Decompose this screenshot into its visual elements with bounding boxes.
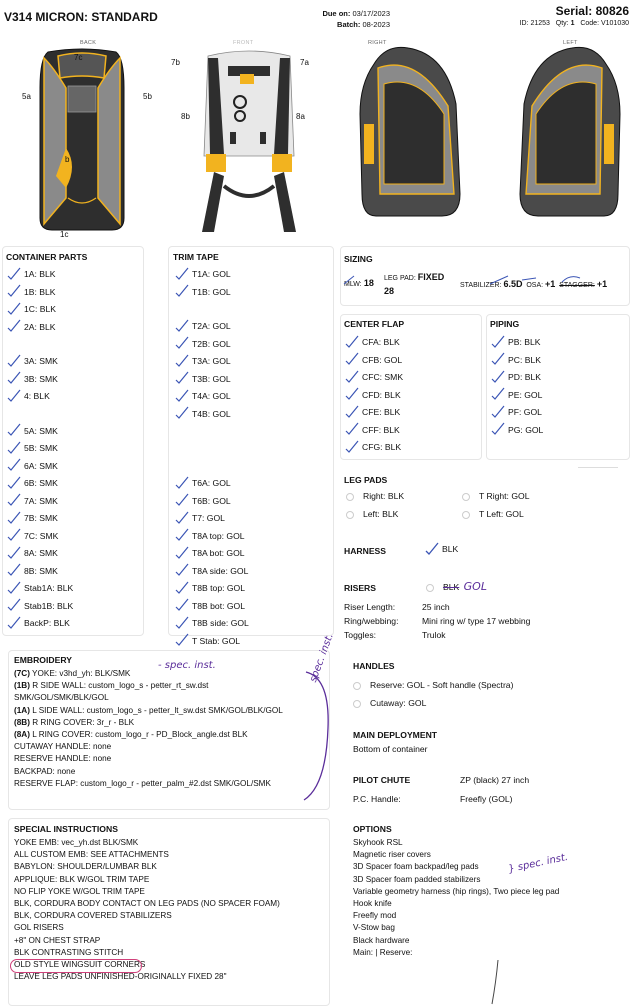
risers-details: Riser Length: 25 inch Ring/webbing: Mini ring w/ type 17 webbing Toggles: Trulok [344, 602, 531, 640]
special-instruction-line: GOL RISERS [14, 923, 64, 933]
checkmark-icon [346, 389, 358, 401]
harness-title: HARNESS [344, 546, 387, 556]
center-flap-item: CFC: SMK [346, 369, 476, 387]
product-title: V314 MICRON: STANDARD [4, 10, 158, 24]
trim-tape-item: T4B: GOL [176, 406, 326, 424]
checkmark-icon [8, 304, 20, 316]
trim-tape-item: T8B bot: GOL [176, 598, 326, 616]
center-flap-title: CENTER FLAP [344, 319, 405, 329]
trim-tape-item: T8A side: GOL [176, 563, 326, 581]
container-parts-title: CONTAINER PARTS [6, 252, 88, 262]
container-part-item: 1B: BLK [8, 284, 138, 302]
container-part-item: 7C: SMK [8, 528, 138, 546]
contrasting-stitch-highlight [10, 959, 142, 973]
sizing-stab-osa-stagger: STABILIZER: 6.5D OSA: +1 STAGGER: +1 [460, 279, 608, 289]
callout-b: b [65, 155, 70, 164]
option-line: Magnetic riser covers [353, 850, 431, 860]
checkmark-icon [346, 407, 358, 419]
checkmark-icon [176, 583, 188, 595]
container-back-view [38, 48, 126, 234]
checkmark-icon [8, 460, 20, 472]
checkmark-icon [8, 478, 20, 490]
sizing-ink-marks [340, 272, 630, 292]
trim-tape-item: T1A: GOL [176, 266, 326, 284]
trim-tape-title: TRIM TAPE [173, 252, 219, 262]
piping-item: PD: BLK [492, 369, 622, 387]
piping-list [492, 334, 622, 439]
checkmark-icon [176, 391, 188, 403]
due-batch: Due on: 03/17/2023 Batch: 08-2023 [322, 9, 390, 29]
checkmark-icon [176, 635, 188, 647]
callout-8b: 8b [181, 112, 190, 121]
checkmark-icon [176, 356, 188, 368]
embroidery-line: (1A) L SIDE WALL: custom_logo_s - petter_lt_sw.dst SMK/GOL/BLK/GOL [14, 705, 283, 715]
trim-tape-item: T8B top: GOL [176, 580, 326, 598]
container-part-item: 6A: SMK [8, 458, 138, 476]
trim-tape-item: T1B: GOL [176, 284, 326, 302]
callout-8a: 8a [296, 112, 305, 121]
special-instruction-line: APPLIQUE: BLK W/GOL TRIM TAPE [14, 874, 150, 884]
trim-tape-item: T3B: GOL [176, 371, 326, 389]
trim-tape-item: T7: GOL [176, 510, 326, 528]
trim-tape-item: T6B: GOL [176, 493, 326, 511]
embroidery-line: (8B) R RING COVER: 3r_r - BLK [14, 717, 135, 727]
handles-cutaway: Cutaway: GOL [353, 695, 426, 713]
checkmark-icon [8, 565, 20, 577]
pc-handle-value: Freefly (GOL) [460, 794, 513, 804]
due-date: 03/17/2023 [352, 9, 390, 18]
piping-item: PB: BLK [492, 334, 622, 352]
checkmark-icon [176, 373, 188, 385]
checkmark-icon [492, 389, 504, 401]
checkmark-icon [176, 408, 188, 420]
checkmark-icon [176, 565, 188, 577]
leg-pad-left: Left: BLK [346, 506, 398, 524]
trim-tape-item: T3A: GOL [176, 353, 326, 371]
piping-item: PF: GOL [492, 404, 622, 422]
handwritten-note-2: spec. inst. [308, 632, 336, 684]
trim-tape-item: T8A bot: GOL [176, 545, 326, 563]
pilot-chute-value: ZP (black) 27 inch [460, 775, 530, 785]
special-instruction-line: NO FLIP YOKE W/GOL TRIM TAPE [14, 886, 145, 896]
checkmark-icon [176, 338, 188, 350]
checkmark-icon [176, 269, 188, 281]
callout-5b: 5b [143, 92, 152, 101]
container-part-item: 7B: SMK [8, 510, 138, 528]
option-line: Black hardware [353, 935, 410, 945]
embroidery-line: RESERVE FLAP: custom_logo_r - petter_palm_#2.dst SMK/GOL/SMK [14, 778, 271, 788]
checkmark-icon [8, 583, 20, 595]
main-deployment-title: MAIN DEPLOYMENT [353, 730, 438, 740]
container-part-item: 8B: SMK [8, 563, 138, 581]
leg-pad-t-right: T Right: GOL [462, 488, 529, 506]
checkmark-icon [8, 618, 20, 630]
pc-handle-label: P.C. Handle: [353, 794, 401, 804]
option-line: 3D Spacer foam padded stabilizers [353, 874, 481, 884]
callout-1c: 1c [60, 230, 69, 239]
container-right-view [356, 44, 462, 222]
divider [578, 467, 618, 468]
checkmark-icon [492, 354, 504, 366]
embroidery-list [14, 668, 330, 790]
option-line: Main: | Reserve: [353, 947, 413, 957]
trim-tape-item: T8B side: GOL [176, 615, 326, 633]
view-label-left: LEFT [563, 40, 578, 46]
sizing-mlw: MLW: 18 [344, 278, 374, 288]
options-title: OPTIONS [353, 824, 392, 834]
checkmark-icon [176, 600, 188, 612]
trim-tape-item: T8A top: GOL [176, 528, 326, 546]
option-line: Freefly mod [353, 911, 397, 921]
view-label-back: BACK [80, 40, 97, 46]
checkmark-icon [8, 391, 20, 403]
container-part-item: 2A: BLK [8, 319, 138, 337]
embroidery-line: CUTAWAY HANDLE: none [14, 742, 112, 752]
center-flap-item: CFB: GOL [346, 352, 476, 370]
leg-pads-title: LEG PADS [344, 475, 388, 485]
container-part-item: 3B: SMK [8, 371, 138, 389]
checkmark-icon [346, 424, 358, 436]
callout-7b: 7b [171, 58, 180, 67]
center-flap-item: CFE: BLK [346, 404, 476, 422]
embroidery-line: (7C) YOKE: v3hd_yh: BLK/SMK [14, 669, 131, 678]
checkmark-icon [8, 548, 20, 560]
container-part-item: Stab1A: BLK [8, 580, 138, 598]
special-instruction-line: BLK CONTRASTING STITCH [14, 947, 124, 957]
checkmark-icon [492, 424, 504, 436]
checkmark-icon [8, 373, 20, 385]
embroidery-line: SMK/GOL/SMK/BLK/GOL [14, 693, 109, 703]
harness-front-view [194, 46, 304, 236]
callout-5a: 5a [22, 92, 31, 101]
checkmark-icon [492, 372, 504, 384]
trim-tape-item: T6A: GOL [176, 475, 326, 493]
special-instruction-line: ALL CUSTOM EMB: SEE ATTACHMENTS [14, 850, 169, 860]
checkmark-icon [8, 425, 20, 437]
container-part-item: 1C: BLK [8, 301, 138, 319]
container-part-item: BackP: BLK [8, 615, 138, 633]
checkmark-icon [8, 600, 20, 612]
container-part-item: 6B: SMK [8, 475, 138, 493]
container-left-view [518, 44, 624, 222]
checkmark-icon [176, 321, 188, 333]
checkmark-icon [176, 286, 188, 298]
main-deployment-value: Bottom of container [353, 744, 428, 754]
embroidery-line: RESERVE HANDLE: none [14, 754, 112, 764]
checkmark-icon [8, 321, 20, 333]
handwritten-bracket [300, 668, 334, 808]
checkmark-icon [346, 442, 358, 454]
container-part-item: Stab1B: BLK [8, 598, 138, 616]
center-flap-item: CFF: BLK [346, 422, 476, 440]
piping-title: PIPING [490, 319, 520, 329]
callout-7c: 7c [74, 53, 83, 62]
option-line: Hook knife [353, 899, 392, 909]
container-part-item: 7A: SMK [8, 493, 138, 511]
checkmark-icon [8, 513, 20, 525]
checkmark-icon [8, 530, 20, 542]
trim-tape-item: T2A: GOL [176, 318, 326, 336]
checkmark-icon [8, 356, 20, 368]
special-instruction-line: BABYLON: SHOULDER/LUMBAR BLK [14, 862, 157, 872]
container-part-item: 4: BLK [8, 388, 138, 406]
container-part-item: 5A: SMK [8, 423, 138, 441]
embroidery-line: BACKPAD: none [14, 766, 76, 776]
options-list [353, 837, 633, 959]
trim-tape-list [176, 266, 326, 650]
checkmark-icon [492, 407, 504, 419]
checkmark-icon [176, 478, 188, 490]
checkmark-icon [8, 286, 20, 298]
pilot-chute-title: PILOT CHUTE [353, 775, 411, 785]
risers-title: RISERS [344, 583, 376, 593]
checkmark-icon [8, 269, 20, 281]
checkmark-icon [176, 530, 188, 542]
checkmark-icon [8, 443, 20, 455]
piping-item: PG: GOL [492, 422, 622, 440]
container-parts-list [8, 266, 138, 633]
special-instruction-line: BLK, CORDURA BODY CONTACT ON LEG PADS (NO SPACER FOAM) [14, 899, 280, 909]
checkmark-icon [176, 495, 188, 507]
center-flap-list [346, 334, 476, 457]
leg-pad-right: Right: BLK [346, 488, 404, 506]
container-part-item: 3A: SMK [8, 353, 138, 371]
handles-title: HANDLES [353, 661, 395, 671]
special-instruction-line: OLD STYLE WINGSUIT CORNERS [14, 960, 146, 970]
special-instruction-line: YOKE EMB: vec_yh.dst BLK/SMK [14, 838, 139, 847]
checkmark-icon [8, 495, 20, 507]
container-part-item: 5B: SMK [8, 440, 138, 458]
embroidery-line: (1B) R SIDE WALL: custom_logo_s - petter_rt_sw.dst [14, 681, 209, 691]
special-instruction-line: +8" ON CHEST STRAP [14, 935, 101, 945]
checkmark-icon [176, 513, 188, 525]
serial-number: Serial: 80826 [555, 4, 629, 18]
batch-number: 08-2023 [362, 20, 390, 29]
callout-7a: 7a [300, 58, 309, 67]
ink-stroke [486, 958, 506, 1006]
trim-tape-item: T2B: GOL [176, 336, 326, 354]
leg-pad-t-left: T Left: GOL [462, 506, 524, 524]
piping-item: PC: BLK [492, 352, 622, 370]
center-flap-item: CFD: BLK [346, 387, 476, 405]
checkmark-icon [346, 337, 358, 349]
option-line: Skyhook RSL [353, 838, 403, 847]
trim-tape-item: T Stab: GOL [176, 633, 326, 651]
embroidery-title: EMBROIDERY [14, 655, 72, 665]
special-instruction-line: BLK, CORDURA COVERED STABILIZERS [14, 911, 172, 921]
view-label-right: RIGHT [368, 40, 387, 46]
checkmark-icon [492, 337, 504, 349]
option-line: Variable geometry harness (hip rings), Two piece leg pad [353, 886, 560, 896]
piping-item: PE: GOL [492, 387, 622, 405]
sizing-title: SIZING [344, 254, 373, 264]
trim-tape-item: T4A: GOL [176, 388, 326, 406]
sizing-leg-pad: LEG PAD: FIXED 28 [384, 272, 445, 296]
container-part-item: 1A: BLK [8, 266, 138, 284]
checkmark-icon [176, 548, 188, 560]
center-flap-item: CFG: BLK [346, 439, 476, 457]
option-line: 3D Spacer foam backpad/leg pads [353, 862, 479, 872]
view-label-front: FRONT [233, 40, 254, 46]
checkmark-icon [346, 354, 358, 366]
risers-color: BLK GOL [426, 580, 487, 593]
handwritten-note-3: } spec. inst. [507, 851, 570, 876]
order-meta: ID: 21253 Qty: 1 Code: V101030 [519, 20, 629, 27]
handwritten-note-1: - spec. inst. [158, 660, 216, 671]
special-instruction-line: LEAVE LEG PADS UNFINISHED-ORIGINALLY FIXED 28" [14, 972, 227, 982]
embroidery-line: (8A) L RING COVER: custom_logo_r - PD_Block_angle.dst BLK [14, 730, 248, 740]
option-line: V-Stow bag [353, 923, 395, 933]
container-part-item: 8A: SMK [8, 545, 138, 563]
center-flap-item: CFA: BLK [346, 334, 476, 352]
handles-reserve: Reserve: GOL - Soft handle (Spectra) [353, 677, 513, 695]
harness-value: BLK [426, 541, 458, 559]
special-instructions-title: SPECIAL INSTRUCTIONS [14, 824, 118, 834]
checkmark-icon [346, 372, 358, 384]
checkmark-icon [176, 618, 188, 630]
